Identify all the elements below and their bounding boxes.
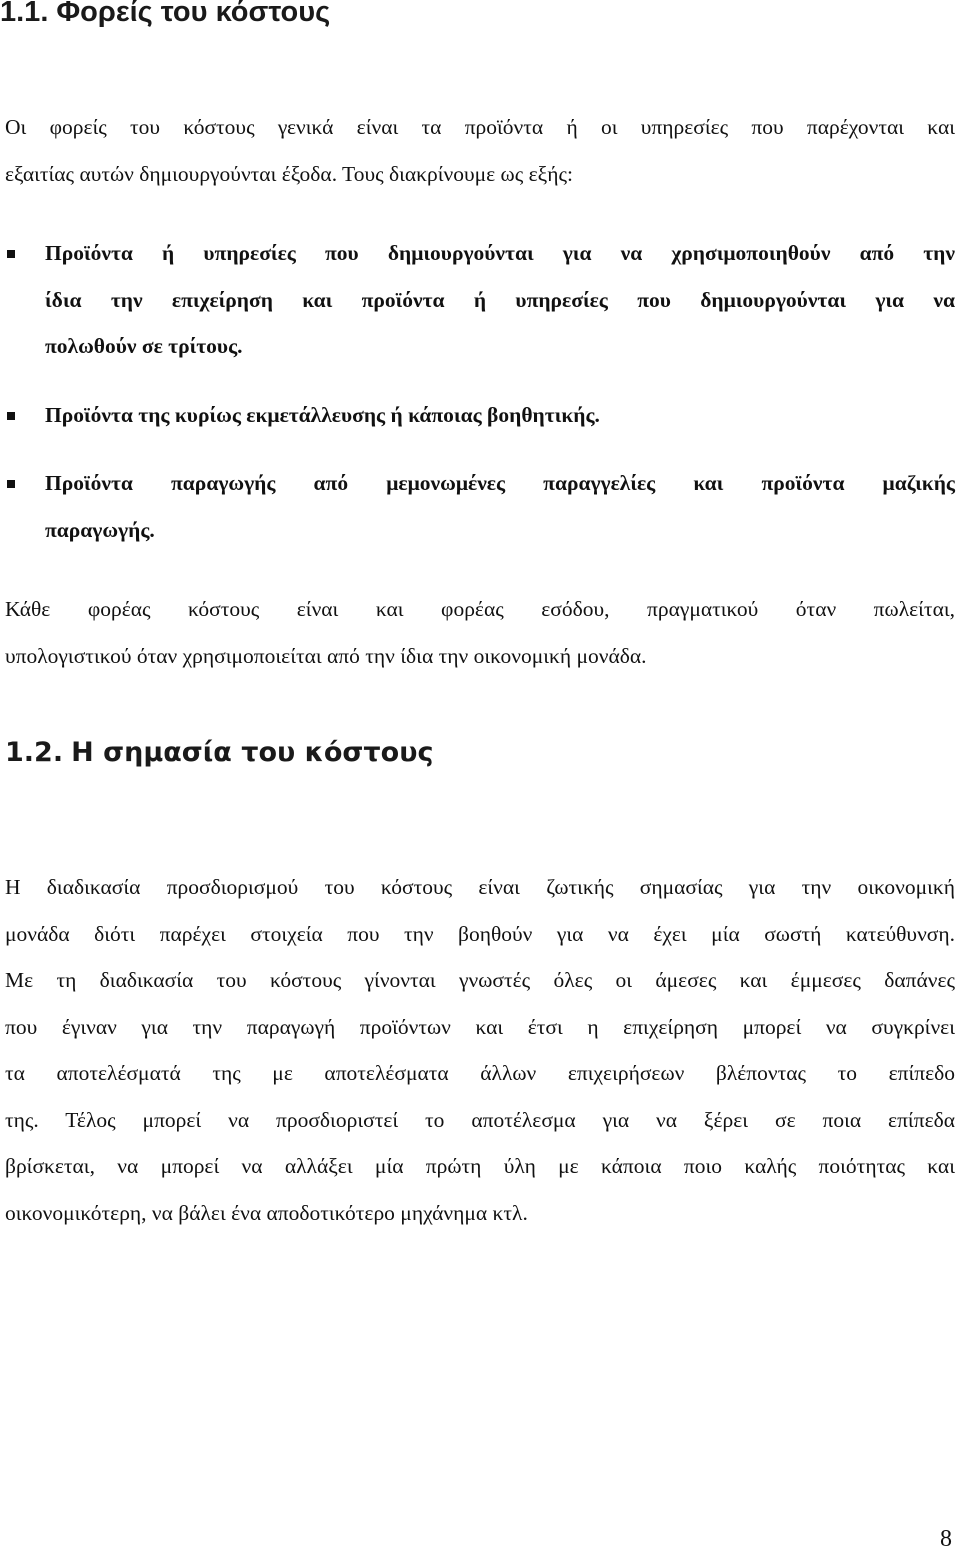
bullet-line: Προϊόντα παραγωγής από μεμονωμένες παραγγελίες και προϊόντα μαζικής (45, 471, 955, 495)
bullet-line: Προϊόντα της κυρίως εκμετάλλευσης ή κάποιας βοηθητικής. (45, 402, 600, 427)
bullet-line: παραγωγής. (45, 517, 155, 542)
bullet-item (0, 460, 955, 553)
paragraph-line: τα αποτελέσματά της με αποτελέσματα άλλων επιχειρήσεων βλέποντας το επίπεδο (5, 1061, 955, 1085)
paragraph-line: υπολογιστικού όταν χρησιμοποιείται από την ίδια την οικονομική μονάδα. (5, 643, 647, 668)
section-heading-1 (0, 0, 330, 29)
paragraph-line: Οι φορείς του κόστους γενικά είναι τα προϊόντα ή οι υπηρεσίες που παρέχονται και (5, 115, 955, 139)
section-number: 1.1. (0, 0, 49, 28)
paragraph-line: Κάθε φορέας κόστους είναι και φορέας εσόδου, πραγματικού όταν πωλείται, (5, 597, 955, 621)
paragraph-line: Με τη διαδικασία του κόστους γίνονται γνωστές όλες οι άμεσες και έμμεσες δαπάνες (5, 968, 955, 992)
paragraph-line: που έγιναν για την παραγωγή προϊόντων και έτσι η επιχείρηση μπορεί να συγκρίνει (5, 1014, 955, 1039)
bullet-list (0, 230, 960, 553)
importance-paragraph (5, 864, 955, 1236)
paragraph-line: βρίσκεται, να μπορεί να αλλάξει μία πρώτη ύλη με κάποια ποιο καλής ποιότητας και (5, 1154, 955, 1178)
bullet-line: Προϊόντα ή υπηρεσίες που δημιουργούνται για να χρησιμοποιηθούν από την (45, 241, 955, 265)
paragraph-line: Η διαδικασία προσδιορισμού του κόστους είναι ζωτικής σημασίας για την οικονομική (5, 875, 955, 899)
paragraph-line: της. Τέλος μπορεί να προσδιοριστεί το αποτέλεσμα για να ξέρει σε ποια επίπεδα (5, 1107, 955, 1132)
paragraph-line: οικονομικότερη, να βάλει ένα αποδοτικότερο μηχάνημα κτλ. (5, 1200, 528, 1225)
bullet-item (0, 392, 955, 439)
paragraph-line: εξαιτίας αυτών δημιουργούνται έξοδα. Τους διακρίνουμε ως εξής: (5, 161, 573, 186)
carrier-paragraph (5, 586, 955, 679)
bullet-line: πολωθούν σε τρίτους. (45, 334, 243, 358)
section-title: Φορείς του κόστους (56, 0, 331, 28)
paragraph-line: μονάδα διότι παρέχει στοιχεία που την βοηθούν για να έχει μία σωστή κατεύθυνση. (5, 921, 955, 946)
bullet-item (0, 230, 955, 370)
section-number: 1.2. (5, 737, 64, 768)
square-bullet-icon (7, 412, 15, 420)
square-bullet-icon (7, 250, 15, 258)
section-heading-2 (5, 737, 433, 768)
intro-paragraph (5, 104, 955, 197)
section-title: Η σημασία του κόστους (71, 737, 434, 768)
page-number: 8 (940, 1526, 952, 1552)
bullet-line: ίδια την επιχείρηση και προϊόντα ή υπηρεσίες που δημιουργούνται για να (45, 287, 955, 312)
square-bullet-icon (7, 480, 15, 488)
